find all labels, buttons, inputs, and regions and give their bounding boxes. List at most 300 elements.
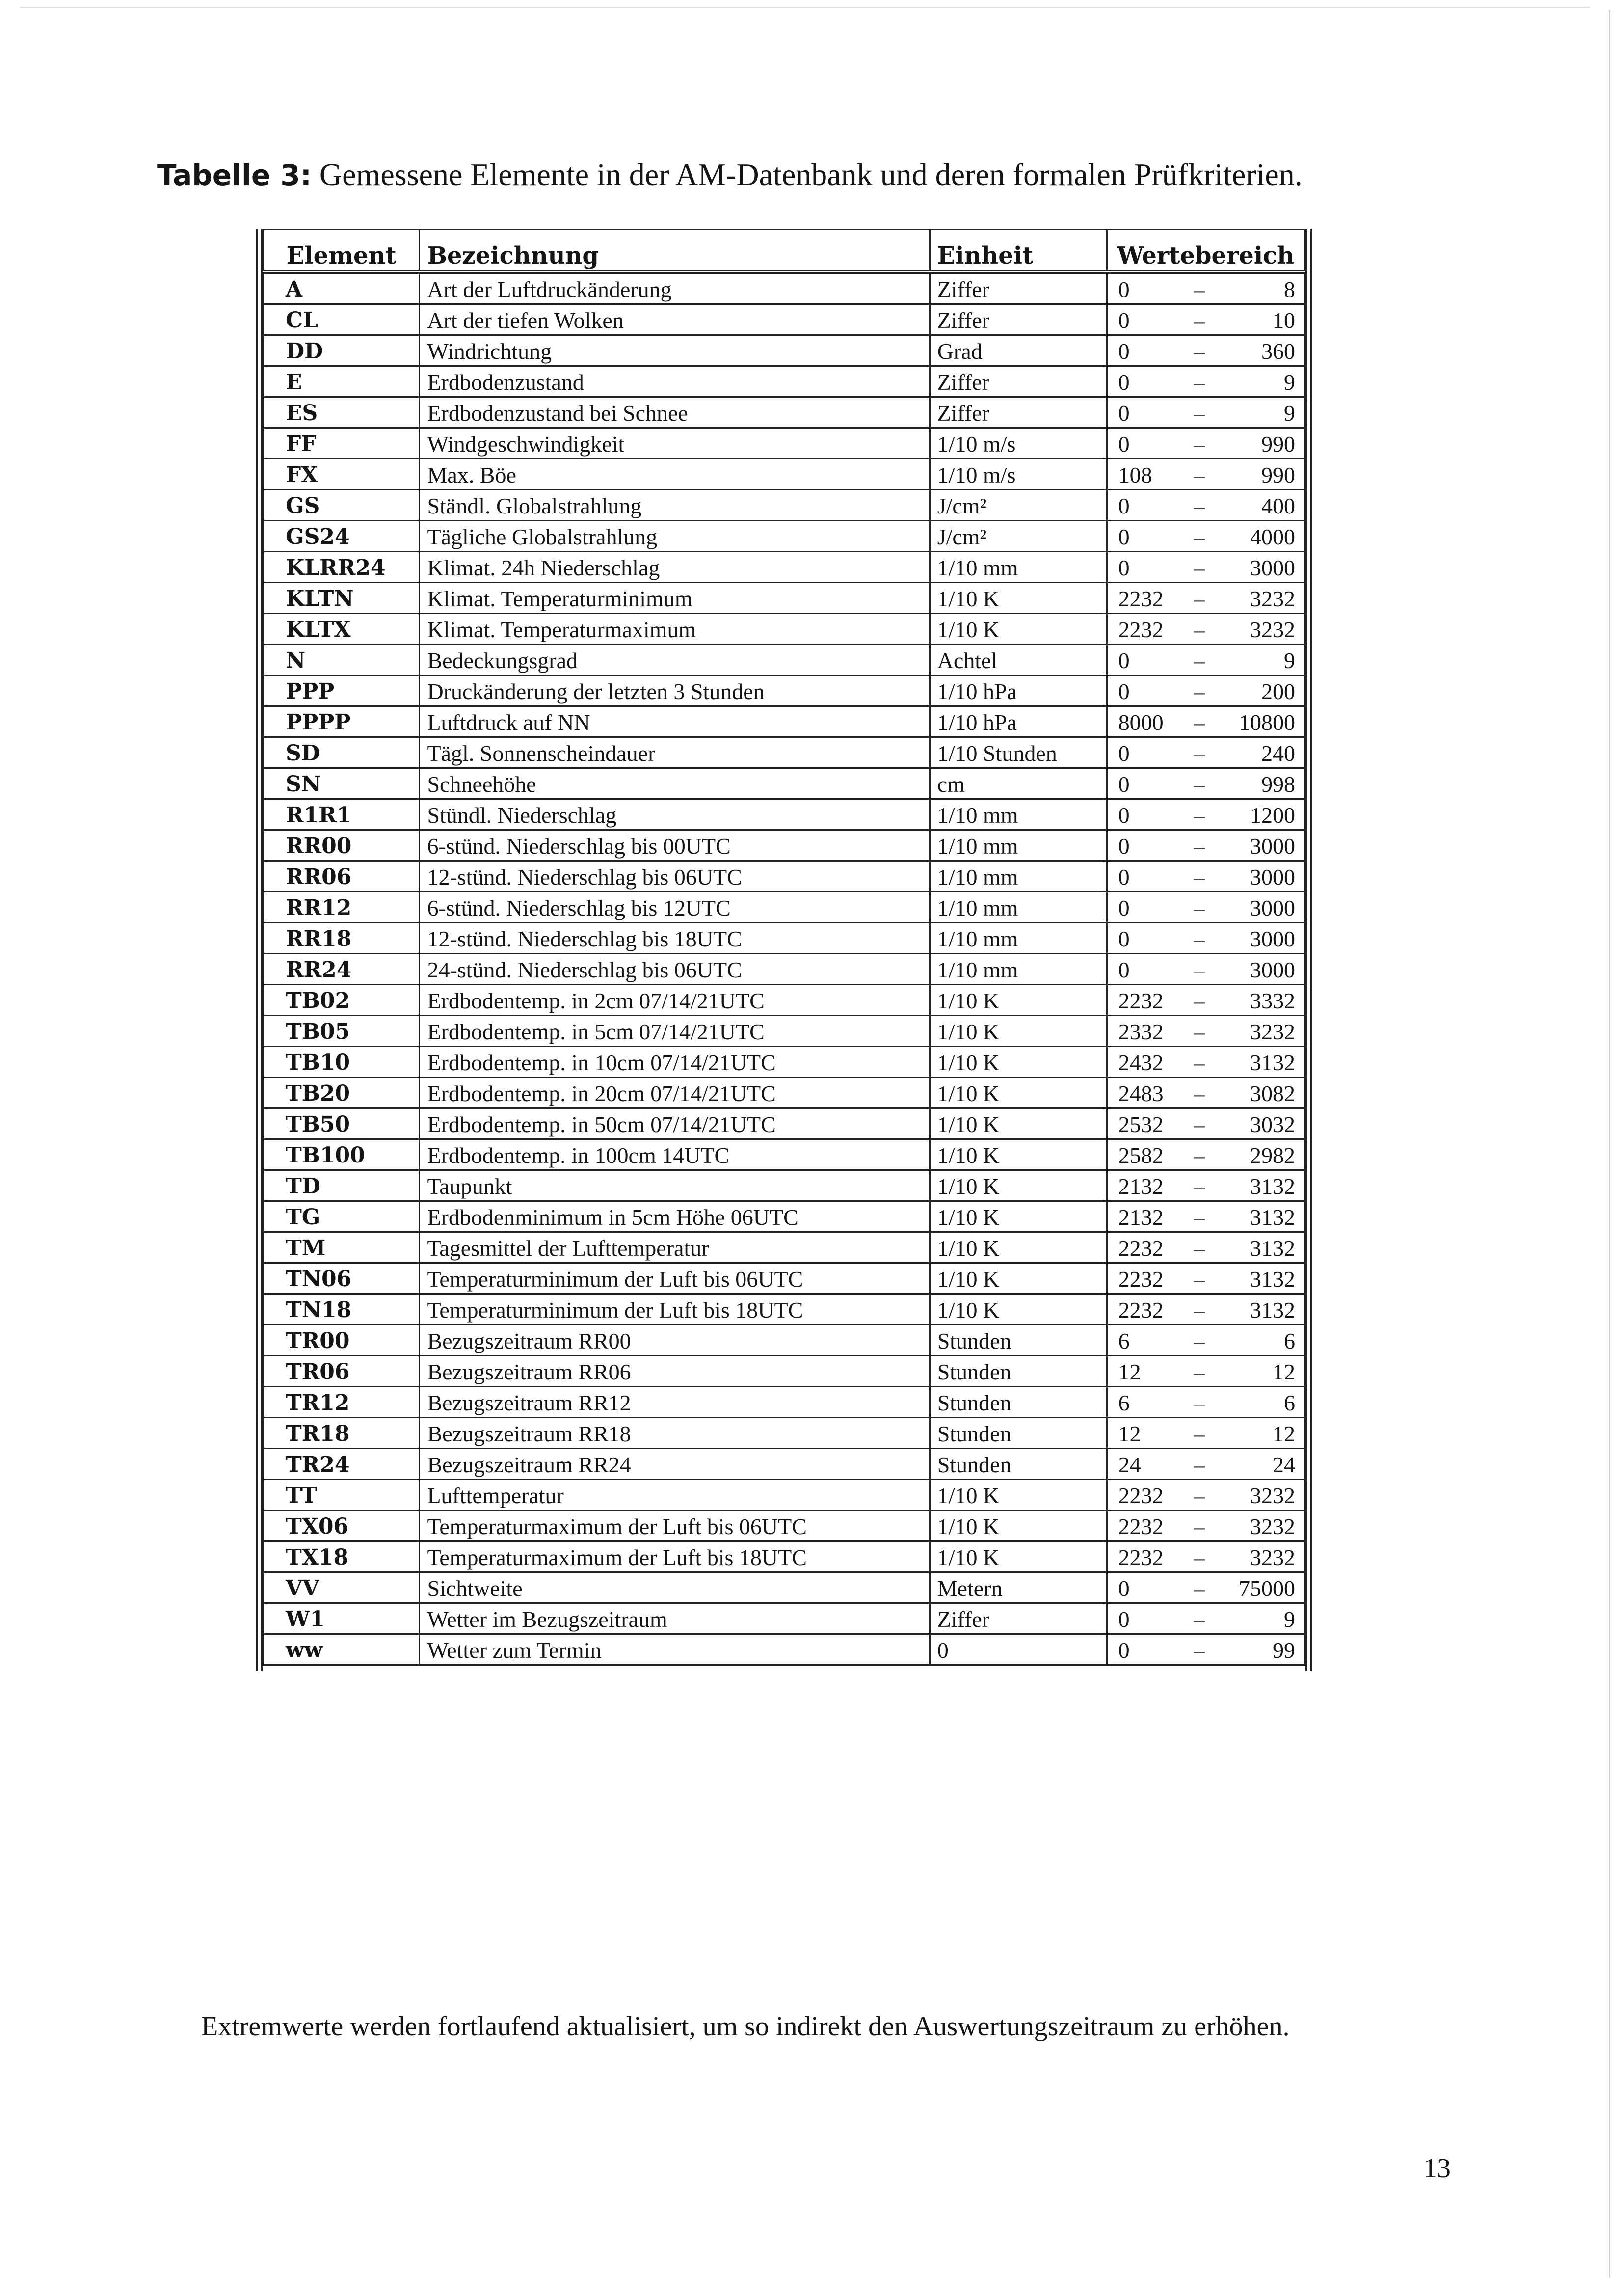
cell-wertebereich	[1107, 1047, 1304, 1078]
table-row	[264, 830, 1305, 861]
cell-wertebereich	[1107, 985, 1304, 1016]
range-dash: –	[1194, 895, 1205, 920]
cell-bezeichnung: Bedeckungsgrad	[420, 645, 930, 675]
table-row	[264, 1511, 1305, 1541]
cell-bezeichnung: Klimat. 24h Niederschlag	[420, 552, 930, 583]
table-frame	[256, 229, 1312, 1671]
cell-wertebereich	[1107, 1634, 1304, 1665]
range-max: 3000	[1250, 555, 1295, 580]
range-min: 0	[1118, 957, 1130, 982]
cell-element: TR00	[264, 1325, 420, 1356]
cell-element: TT	[264, 1480, 420, 1511]
range-max: 2982	[1250, 1143, 1295, 1168]
range-dash: –	[1194, 864, 1205, 890]
cell-wertebereich	[1107, 272, 1304, 304]
range-min: 8000	[1118, 710, 1164, 735]
range-max: 990	[1261, 462, 1295, 487]
range-max: 24	[1273, 1452, 1295, 1477]
cell-einheit: J/cm²	[930, 521, 1107, 552]
caption-text: Gemessene Elemente in der AM-Datenbank und deren formalen Prüfkriterien.	[319, 157, 1303, 192]
cell-bezeichnung: Windrichtung	[420, 335, 930, 366]
range-dash: –	[1194, 1514, 1205, 1539]
cell-wertebereich	[1107, 1078, 1304, 1108]
cell-element: TB50	[264, 1108, 420, 1139]
range-dash: –	[1194, 1050, 1205, 1075]
cell-bezeichnung: Windgeschwindigkeit	[420, 428, 930, 459]
cell-bezeichnung: Temperaturmaximum der Luft bis 18UTC	[420, 1541, 930, 1572]
cell-element: A	[264, 272, 420, 304]
range-max: 3132	[1250, 1050, 1295, 1075]
cell-wertebereich	[1107, 830, 1304, 861]
cell-wertebereich	[1107, 1418, 1304, 1449]
range-min: 2132	[1118, 1174, 1164, 1199]
range-max: 8	[1284, 277, 1295, 302]
cell-bezeichnung: Klimat. Temperaturminimum	[420, 583, 930, 614]
cell-einheit: J/cm²	[930, 490, 1107, 521]
table-row	[264, 892, 1305, 923]
range-max: 3000	[1250, 957, 1295, 982]
cell-element: FF	[264, 428, 420, 459]
table-row	[264, 1170, 1305, 1201]
range-min: 2232	[1118, 1236, 1164, 1261]
range-dash: –	[1194, 1205, 1205, 1230]
table-row	[264, 490, 1305, 521]
range-min: 2582	[1118, 1143, 1164, 1168]
table-row	[264, 706, 1305, 737]
cell-einheit: Stunden	[930, 1325, 1107, 1356]
range-max: 3232	[1250, 1545, 1295, 1570]
cell-einheit: 1/10 mm	[930, 861, 1107, 892]
header-element: Element	[264, 230, 420, 272]
cell-wertebereich	[1107, 614, 1304, 645]
cell-element: RR12	[264, 892, 420, 923]
range-min: 2232	[1118, 617, 1164, 642]
cell-wertebereich	[1107, 521, 1304, 552]
scan-edge-right	[1609, 10, 1610, 2278]
cell-einheit: 1/10 mm	[930, 954, 1107, 985]
cell-einheit: 1/10 K	[930, 1232, 1107, 1263]
range-dash: –	[1194, 803, 1205, 828]
cell-bezeichnung: Schneehöhe	[420, 768, 930, 799]
table-row	[264, 428, 1305, 459]
cell-wertebereich	[1107, 861, 1304, 892]
table-row	[264, 1356, 1305, 1387]
range-min: 6	[1118, 1390, 1130, 1415]
range-max: 6	[1284, 1328, 1295, 1353]
table-row	[264, 304, 1305, 335]
cell-einheit: 1/10 K	[930, 1541, 1107, 1572]
range-dash: –	[1194, 308, 1205, 333]
range-dash: –	[1194, 957, 1205, 982]
range-dash: –	[1194, 1576, 1205, 1601]
range-min: 24	[1118, 1452, 1141, 1477]
page-number: 13	[1423, 2153, 1451, 2184]
cell-einheit: Stunden	[930, 1418, 1107, 1449]
cell-bezeichnung: Art der Luftdruckänderung	[420, 272, 930, 304]
cell-bezeichnung: Bezugszeitraum RR12	[420, 1387, 930, 1418]
table-row	[264, 459, 1305, 490]
cell-bezeichnung: Erdbodentemp. in 10cm 07/14/21UTC	[420, 1047, 930, 1078]
range-max: 990	[1261, 432, 1295, 457]
cell-bezeichnung: Druckänderung der letzten 3 Stunden	[420, 675, 930, 706]
header-einheit: Einheit	[930, 230, 1107, 272]
cell-bezeichnung: Wetter zum Termin	[420, 1634, 930, 1665]
cell-element: TX18	[264, 1541, 420, 1572]
cell-einheit: Ziffer	[930, 304, 1107, 335]
table-row	[264, 1263, 1305, 1294]
table-row	[264, 923, 1305, 954]
table-row	[264, 397, 1305, 428]
range-min: 0	[1118, 524, 1130, 549]
cell-bezeichnung: Bezugszeitraum RR00	[420, 1325, 930, 1356]
cell-wertebereich	[1107, 490, 1304, 521]
cell-einheit: 1/10 mm	[930, 892, 1107, 923]
cell-einheit: 1/10 K	[930, 1108, 1107, 1139]
table-row	[264, 768, 1305, 799]
range-min: 2432	[1118, 1050, 1164, 1075]
table-row	[264, 799, 1305, 830]
range-max: 998	[1261, 772, 1295, 797]
cell-wertebereich	[1107, 1294, 1304, 1325]
cell-wertebereich	[1107, 1449, 1304, 1480]
cell-wertebereich	[1107, 675, 1304, 706]
cell-bezeichnung: 12-stünd. Niederschlag bis 06UTC	[420, 861, 930, 892]
table-row	[264, 366, 1305, 397]
table-row	[264, 1294, 1305, 1325]
table-row	[264, 335, 1305, 366]
cell-einheit: 1/10 K	[930, 1047, 1107, 1078]
range-dash: –	[1194, 1359, 1205, 1384]
cell-einheit: Achtel	[930, 645, 1107, 675]
cell-wertebereich	[1107, 397, 1304, 428]
cell-element: VV	[264, 1572, 420, 1603]
cell-wertebereich	[1107, 1016, 1304, 1047]
cell-einheit: 1/10 mm	[930, 923, 1107, 954]
cell-element: FX	[264, 459, 420, 490]
range-max: 3132	[1250, 1236, 1295, 1261]
cell-element: TR18	[264, 1418, 420, 1449]
range-dash: –	[1194, 370, 1205, 395]
table-row	[264, 1016, 1305, 1047]
range-min: 0	[1118, 864, 1130, 890]
cell-bezeichnung: Tagesmittel der Lufttemperatur	[420, 1232, 930, 1263]
cell-element: TD	[264, 1170, 420, 1201]
range-min: 0	[1118, 370, 1130, 395]
cell-bezeichnung: 24-stünd. Niederschlag bis 06UTC	[420, 954, 930, 985]
cell-wertebereich	[1107, 583, 1304, 614]
cell-einheit: cm	[930, 768, 1107, 799]
range-dash: –	[1194, 1328, 1205, 1353]
table-row	[264, 1201, 1305, 1232]
cell-wertebereich	[1107, 1325, 1304, 1356]
cell-bezeichnung: Erdbodenzustand	[420, 366, 930, 397]
range-max: 3132	[1250, 1267, 1295, 1292]
cell-wertebereich	[1107, 304, 1304, 335]
cell-bezeichnung: Bezugszeitraum RR06	[420, 1356, 930, 1387]
cell-wertebereich	[1107, 1511, 1304, 1541]
cell-element: TB10	[264, 1047, 420, 1078]
range-dash: –	[1194, 617, 1205, 642]
range-max: 9	[1284, 648, 1295, 673]
range-max: 360	[1261, 339, 1295, 364]
table-row	[264, 552, 1305, 583]
cell-wertebereich	[1107, 954, 1304, 985]
cell-bezeichnung: Erdbodentemp. in 50cm 07/14/21UTC	[420, 1108, 930, 1139]
cell-bezeichnung: Taupunkt	[420, 1170, 930, 1201]
cell-wertebereich	[1107, 645, 1304, 675]
range-max: 3000	[1250, 895, 1295, 920]
range-min: 0	[1118, 432, 1130, 457]
range-max: 3000	[1250, 926, 1295, 951]
cell-element: PPPP	[264, 706, 420, 737]
cell-bezeichnung: Max. Böe	[420, 459, 930, 490]
caption-label: Tabelle 3:	[157, 159, 312, 192]
cell-einheit: 1/10 K	[930, 1139, 1107, 1170]
range-min: 0	[1118, 277, 1130, 302]
range-max: 3082	[1250, 1081, 1295, 1106]
cell-element: CL	[264, 304, 420, 335]
range-min: 12	[1118, 1359, 1141, 1384]
cell-wertebereich	[1107, 1232, 1304, 1263]
table-row	[264, 1232, 1305, 1263]
range-max: 9	[1284, 370, 1295, 395]
cell-bezeichnung: Tägl. Sonnenscheindauer	[420, 737, 930, 768]
cell-einheit: Stunden	[930, 1356, 1107, 1387]
cell-element: TG	[264, 1201, 420, 1232]
header-bezeichnung: Bezeichnung	[420, 230, 930, 272]
range-dash: –	[1194, 1143, 1205, 1168]
range-dash: –	[1194, 926, 1205, 951]
cell-einheit: 0	[930, 1634, 1107, 1665]
cell-bezeichnung: Erdbodenminimum in 5cm Höhe 06UTC	[420, 1201, 930, 1232]
range-min: 12	[1118, 1421, 1141, 1446]
range-dash: –	[1194, 741, 1205, 766]
cell-einheit: 1/10 K	[930, 1294, 1107, 1325]
range-dash: –	[1194, 1545, 1205, 1570]
range-dash: –	[1194, 339, 1205, 364]
range-max: 3000	[1250, 864, 1295, 890]
elements-table	[263, 229, 1305, 1666]
range-max: 3332	[1250, 988, 1295, 1013]
cell-element: ww	[264, 1634, 420, 1665]
cell-bezeichnung: Luftdruck auf NN	[420, 706, 930, 737]
range-min: 0	[1118, 648, 1130, 673]
cell-bezeichnung: Stündl. Niederschlag	[420, 799, 930, 830]
cell-element: RR00	[264, 830, 420, 861]
range-dash: –	[1194, 401, 1205, 426]
header-wertebereich: Wertebereich	[1107, 230, 1304, 272]
range-max: 99	[1273, 1638, 1295, 1663]
cell-element: TN18	[264, 1294, 420, 1325]
cell-einheit: Ziffer	[930, 1603, 1107, 1634]
cell-einheit: Grad	[930, 335, 1107, 366]
range-dash: –	[1194, 648, 1205, 673]
cell-element: TB05	[264, 1016, 420, 1047]
range-min: 2132	[1118, 1205, 1164, 1230]
table-row	[264, 1108, 1305, 1139]
table-row	[264, 1325, 1305, 1356]
range-max: 400	[1261, 493, 1295, 518]
cell-einheit: 1/10 K	[930, 985, 1107, 1016]
cell-element: TX06	[264, 1511, 420, 1541]
table-row	[264, 1078, 1305, 1108]
cell-element: RR24	[264, 954, 420, 985]
cell-einheit: 1/10 mm	[930, 552, 1107, 583]
cell-einheit: Stunden	[930, 1449, 1107, 1480]
cell-element: R1R1	[264, 799, 420, 830]
range-dash: –	[1194, 277, 1205, 302]
range-max: 3232	[1250, 1514, 1295, 1539]
cell-einheit: 1/10 K	[930, 1170, 1107, 1201]
table-row	[264, 1449, 1305, 1480]
range-max: 75000	[1239, 1576, 1295, 1601]
range-dash: –	[1194, 555, 1205, 580]
cell-bezeichnung: Temperaturminimum der Luft bis 18UTC	[420, 1294, 930, 1325]
table-body	[264, 272, 1305, 1665]
cell-element: GS	[264, 490, 420, 521]
range-max: 3132	[1250, 1205, 1295, 1230]
range-min: 0	[1118, 926, 1130, 951]
range-max: 3032	[1250, 1112, 1295, 1137]
cell-wertebereich	[1107, 1603, 1304, 1634]
range-min: 0	[1118, 339, 1130, 364]
cell-wertebereich	[1107, 335, 1304, 366]
range-max: 200	[1261, 679, 1295, 704]
range-min: 0	[1118, 1607, 1130, 1632]
range-dash: –	[1194, 1081, 1205, 1106]
cell-wertebereich	[1107, 1201, 1304, 1232]
range-min: 2232	[1118, 1483, 1164, 1508]
cell-element: N	[264, 645, 420, 675]
range-dash: –	[1194, 1607, 1205, 1632]
cell-einheit: 1/10 hPa	[930, 706, 1107, 737]
range-dash: –	[1194, 432, 1205, 457]
table-row	[264, 737, 1305, 768]
cell-element: TB100	[264, 1139, 420, 1170]
table-row	[264, 583, 1305, 614]
cell-bezeichnung: Bezugszeitraum RR24	[420, 1449, 930, 1480]
range-min: 0	[1118, 1638, 1130, 1663]
table-row	[264, 1572, 1305, 1603]
range-max: 12	[1273, 1421, 1295, 1446]
cell-bezeichnung: Erdbodentemp. in 100cm 14UTC	[420, 1139, 930, 1170]
cell-wertebereich	[1107, 1263, 1304, 1294]
range-min: 0	[1118, 401, 1130, 426]
range-min: 108	[1118, 462, 1152, 487]
range-min: 0	[1118, 1576, 1130, 1601]
body-paragraph: Extremwerte werden fortlaufend aktualisiert, um so indirekt den Auswertungszeitraum zu erhöhen.	[201, 2011, 1290, 2042]
cell-einheit: 1/10 Stunden	[930, 737, 1107, 768]
cell-wertebereich	[1107, 1170, 1304, 1201]
range-min: 0	[1118, 741, 1130, 766]
cell-einheit: 1/10 K	[930, 1263, 1107, 1294]
cell-bezeichnung: Erdbodenzustand bei Schnee	[420, 397, 930, 428]
table-row	[264, 1387, 1305, 1418]
cell-wertebereich	[1107, 1356, 1304, 1387]
cell-element: RR06	[264, 861, 420, 892]
table-row	[264, 1418, 1305, 1449]
cell-einheit: 1/10 K	[930, 1480, 1107, 1511]
range-min: 0	[1118, 493, 1130, 518]
range-dash: –	[1194, 1112, 1205, 1137]
cell-bezeichnung: Erdbodentemp. in 5cm 07/14/21UTC	[420, 1016, 930, 1047]
cell-wertebereich	[1107, 366, 1304, 397]
range-min: 6	[1118, 1328, 1130, 1353]
range-dash: –	[1194, 524, 1205, 549]
range-dash: –	[1194, 1267, 1205, 1292]
table-row	[264, 861, 1305, 892]
range-max: 3000	[1250, 834, 1295, 859]
range-max: 3232	[1250, 1019, 1295, 1044]
cell-bezeichnung: Ständl. Globalstrahlung	[420, 490, 930, 521]
cell-element: DD	[264, 335, 420, 366]
cell-element: TR12	[264, 1387, 420, 1418]
range-dash: –	[1194, 679, 1205, 704]
cell-wertebereich	[1107, 1541, 1304, 1572]
cell-element: KLRR24	[264, 552, 420, 583]
cell-wertebereich	[1107, 428, 1304, 459]
cell-element: TB20	[264, 1078, 420, 1108]
cell-bezeichnung: Art der tiefen Wolken	[420, 304, 930, 335]
cell-element: TM	[264, 1232, 420, 1263]
range-max: 9	[1284, 1607, 1295, 1632]
table-row	[264, 985, 1305, 1016]
range-max: 6	[1284, 1390, 1295, 1415]
cell-bezeichnung: Erdbodentemp. in 20cm 07/14/21UTC	[420, 1078, 930, 1108]
cell-wertebereich	[1107, 1480, 1304, 1511]
range-dash: –	[1194, 1236, 1205, 1261]
cell-einheit: 1/10 K	[930, 1016, 1107, 1047]
cell-element: ES	[264, 397, 420, 428]
range-min: 0	[1118, 308, 1130, 333]
cell-wertebereich	[1107, 768, 1304, 799]
range-max: 3132	[1250, 1297, 1295, 1323]
range-dash: –	[1194, 1638, 1205, 1663]
cell-einheit: 1/10 K	[930, 1201, 1107, 1232]
cell-bezeichnung: Erdbodentemp. in 2cm 07/14/21UTC	[420, 985, 930, 1016]
cell-bezeichnung: Temperaturminimum der Luft bis 06UTC	[420, 1263, 930, 1294]
table-caption	[157, 155, 1482, 195]
range-min: 2232	[1118, 1267, 1164, 1292]
cell-element: SD	[264, 737, 420, 768]
cell-einheit: Ziffer	[930, 272, 1107, 304]
range-min: 2232	[1118, 1297, 1164, 1323]
cell-einheit: 1/10 K	[930, 614, 1107, 645]
range-min: 2232	[1118, 988, 1164, 1013]
table-row	[264, 1139, 1305, 1170]
cell-einheit: 1/10 m/s	[930, 459, 1107, 490]
range-max: 10	[1273, 308, 1295, 333]
scan-edge-top	[20, 7, 1590, 8]
cell-element: W1	[264, 1603, 420, 1634]
range-dash: –	[1194, 1297, 1205, 1323]
range-dash: –	[1194, 1174, 1205, 1199]
cell-bezeichnung: Bezugszeitraum RR18	[420, 1418, 930, 1449]
cell-wertebereich	[1107, 1139, 1304, 1170]
cell-element: SN	[264, 768, 420, 799]
cell-bezeichnung: Klimat. Temperaturmaximum	[420, 614, 930, 645]
cell-element: GS24	[264, 521, 420, 552]
range-min: 0	[1118, 679, 1130, 704]
table-row	[264, 1634, 1305, 1665]
range-min: 2232	[1118, 586, 1164, 611]
cell-einheit: 1/10 K	[930, 583, 1107, 614]
cell-einheit: 1/10 m/s	[930, 428, 1107, 459]
table-row	[264, 1480, 1305, 1511]
table-row	[264, 1603, 1305, 1634]
cell-element: TN06	[264, 1263, 420, 1294]
range-max: 3132	[1250, 1174, 1295, 1199]
